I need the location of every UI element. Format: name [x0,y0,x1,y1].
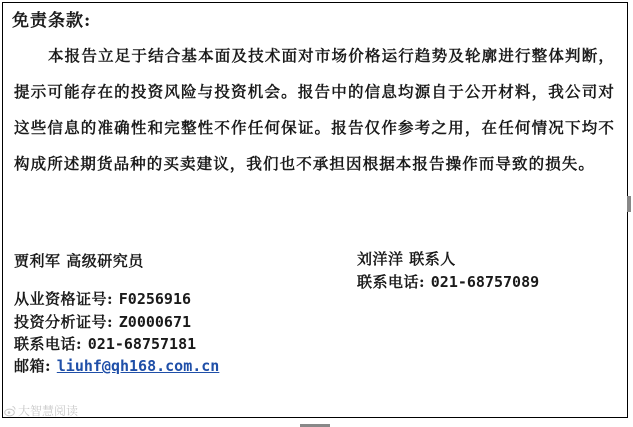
analyst-email-label: 邮箱: [14,357,52,375]
right-edge-mark [627,196,631,212]
advisory-label: 投资分析证号: [14,313,114,331]
contact-name-title: 刘洋洋 联系人 [357,250,456,268]
disclaimer-body: 本报告立足于结合基本面及技术面对市场价格运行趋势及轮廓进行整体判断，提示可能存在的投资风险与投资机会。报告中的信息均源自于公开材料，我公司对这些信息的准确性和完整性不作任何保证。报告仅作参考之用，在任何情况下均不构成所述期货品种的买卖建议，我们也不承担因根据本报告操作而导致的损失。 [14,46,615,173]
analyst-advisory [14,311,191,332]
analyst-email [14,355,219,376]
contact-phone-label: 联系电话: [357,273,426,291]
qualification-label: 从业资格证号: [14,290,114,308]
disclaimer-heading: 免责条款: [12,11,92,31]
analyst-phone-number: 021-68757181 [87,335,197,353]
watermark [4,402,78,419]
weibo-logo-icon [4,405,16,417]
analyst-phone [14,333,196,354]
analyst-name-title: 贾利军 高级研究员 [14,252,144,270]
advisory-number: Z0000671 [118,313,192,331]
analyst-email-link[interactable]: liuhf@qh168.com.cn [56,357,220,375]
contact-phone-number: 021-68757089 [430,273,540,291]
analyst-qualification [14,288,191,309]
qualification-number: F0256916 [118,290,192,308]
analyst-phone-label: 联系电话: [14,335,83,353]
contact-phone [357,271,539,292]
watermark-text: 大智慧阅读 [18,404,79,418]
